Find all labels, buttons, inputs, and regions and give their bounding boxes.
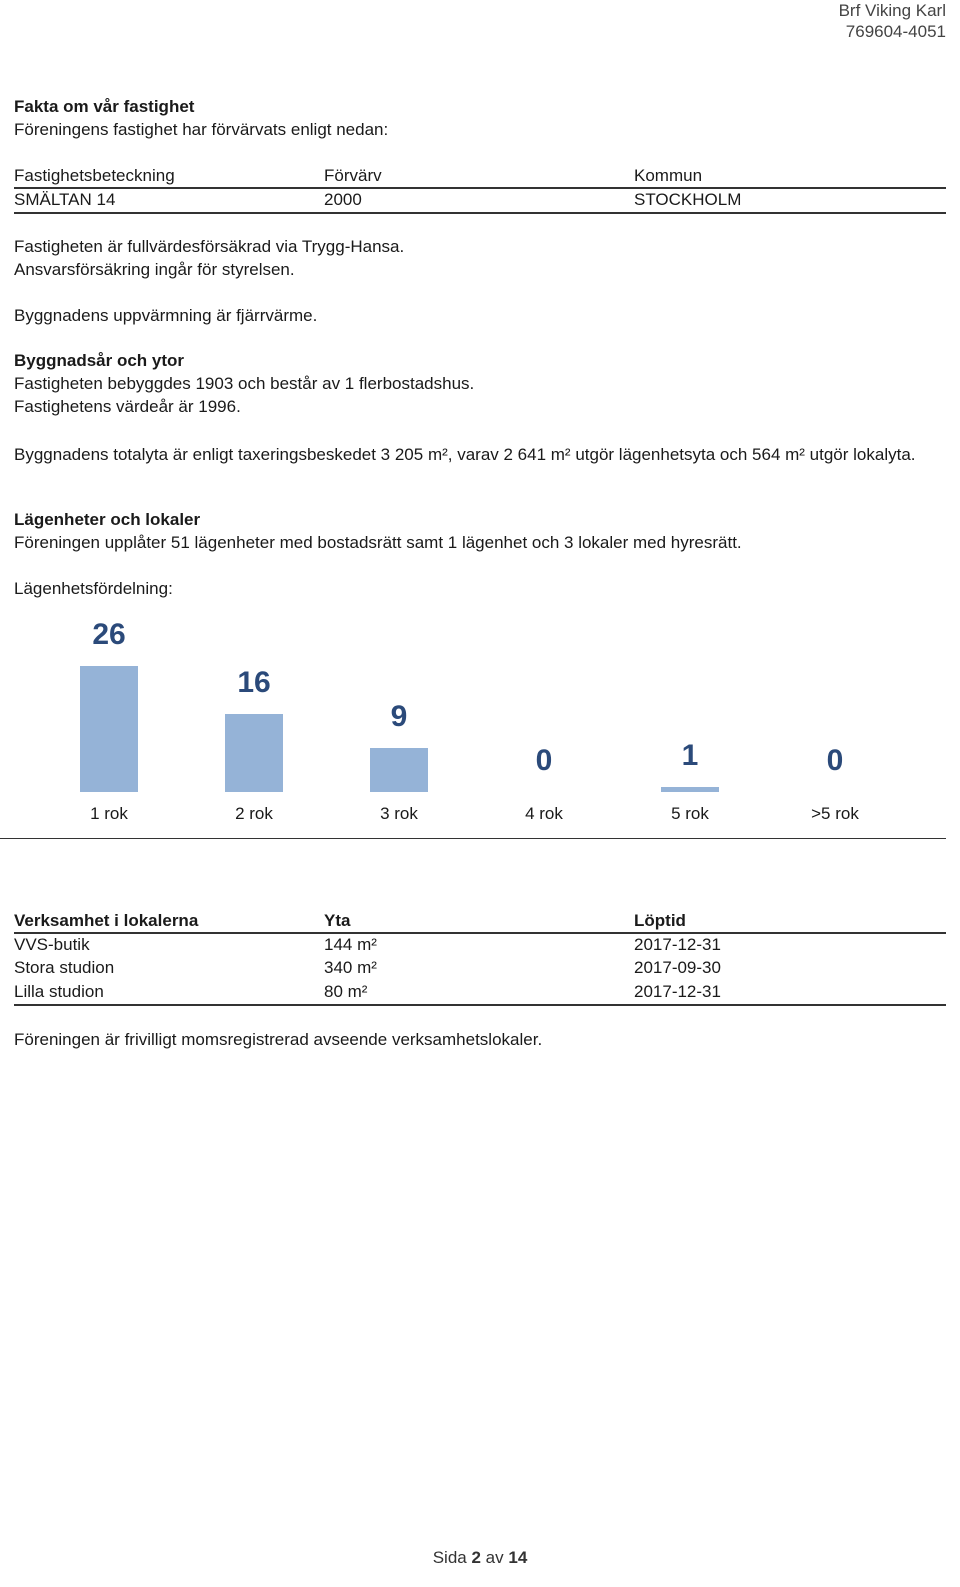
heating-text: Byggnadens uppvärmning är fjärrvärme. bbox=[14, 306, 318, 325]
col-fastighetsbeteckning: Fastighetsbeteckning bbox=[14, 166, 175, 185]
table-rule bbox=[14, 187, 946, 189]
cell-loptid: 2017-12-31 bbox=[634, 982, 721, 1001]
chart-category-label: 2 rok bbox=[235, 804, 273, 823]
cell-verksamhet: Stora studion bbox=[14, 958, 115, 977]
chart-value-label: 9 bbox=[390, 700, 408, 734]
byggnad-line2: Fastighetens värdeår är 1996. bbox=[14, 397, 241, 416]
cell-yta: 340 m² bbox=[324, 958, 377, 977]
cell-loptid: 2017-09-30 bbox=[634, 958, 721, 977]
col-forvarv: Förvärv bbox=[324, 166, 382, 185]
moms-text: Föreningen är frivilligt momsregistrerad avseende verksamhetslokaler. bbox=[14, 1030, 543, 1049]
chart-bar bbox=[370, 748, 428, 792]
cell-forvarv: 2000 bbox=[324, 190, 362, 209]
footer-mid: av bbox=[485, 1548, 504, 1567]
chart-bottom-rule bbox=[0, 838, 946, 839]
table-rule bbox=[14, 932, 946, 934]
chart-bar bbox=[225, 714, 283, 792]
cell-loptid: 2017-12-31 bbox=[634, 935, 721, 954]
fakta-intro: Föreningens fastighet har förvärvats enligt nedan: bbox=[14, 120, 389, 139]
chart-bar bbox=[80, 666, 138, 792]
insurance-text-1: Fastigheten är fullvärdesförsäkrad via Trygg-Hansa. bbox=[14, 237, 405, 256]
chart-category-label: 4 rok bbox=[525, 804, 563, 823]
cell-verksamhet: VVS-butik bbox=[14, 935, 90, 954]
col-loptid: Löptid bbox=[634, 911, 686, 930]
chart-category-label: >5 rok bbox=[811, 804, 859, 823]
cell-kommun: STOCKHOLM bbox=[634, 190, 742, 209]
distribution-label: Lägenhetsfördelning: bbox=[14, 579, 173, 598]
page-footer bbox=[0, 1548, 960, 1568]
chart-bar bbox=[661, 787, 719, 792]
lagenheter-text: Föreningen upplåter 51 lägenheter med bostadsrätt samt 1 lägenhet och 3 lokaler med hyresrätt. bbox=[14, 533, 742, 552]
lagenheter-title: Lägenheter och lokaler bbox=[14, 510, 201, 529]
table-rule bbox=[14, 1004, 946, 1006]
footer-total: 14 bbox=[508, 1548, 528, 1567]
chart-category-label: 1 rok bbox=[90, 804, 128, 823]
col-kommun: Kommun bbox=[634, 166, 703, 185]
area-text: Byggnadens totalyta är enligt taxeringsbeskedet 3 205 m², varav 2 641 m² utgör lägenhetsyta och 564 m² utgör lokalyta. bbox=[14, 445, 916, 464]
chart-value-label: 1 bbox=[681, 739, 699, 772]
table-rule bbox=[14, 212, 946, 214]
fakta-title: Fakta om vår fastighet bbox=[14, 97, 195, 116]
chart-value-label: 16 bbox=[237, 666, 271, 700]
org-name: Brf Viking Karl bbox=[838, 1, 946, 20]
chart-value-label: 0 bbox=[826, 744, 844, 777]
byggnad-line1: Fastigheten bebyggdes 1903 och består av 1 flerbostadshus. bbox=[14, 374, 475, 393]
chart-value-label: 26 bbox=[92, 618, 126, 651]
cell-yta: 80 m² bbox=[324, 982, 368, 1001]
chart-value-label: 0 bbox=[535, 744, 553, 777]
insurance-text-2: Ansvarsförsäkring ingår för styrelsen. bbox=[14, 260, 295, 279]
footer-page: 2 bbox=[471, 1548, 481, 1567]
cell-verksamhet: Lilla studion bbox=[14, 982, 104, 1001]
chart-category-label: 3 rok bbox=[380, 804, 418, 823]
org-number: 769604-4051 bbox=[845, 22, 946, 41]
col-verksamhet: Verksamhet i lokalerna bbox=[14, 911, 199, 930]
cell-yta: 144 m² bbox=[324, 935, 377, 954]
chart-category-label: 5 rok bbox=[671, 804, 709, 823]
byggnad-title: Byggnadsår och ytor bbox=[14, 351, 185, 370]
footer-prefix: Sida bbox=[432, 1548, 467, 1567]
col-yta: Yta bbox=[324, 911, 351, 930]
cell-beteckning: SMÄLTAN 14 bbox=[14, 190, 116, 209]
